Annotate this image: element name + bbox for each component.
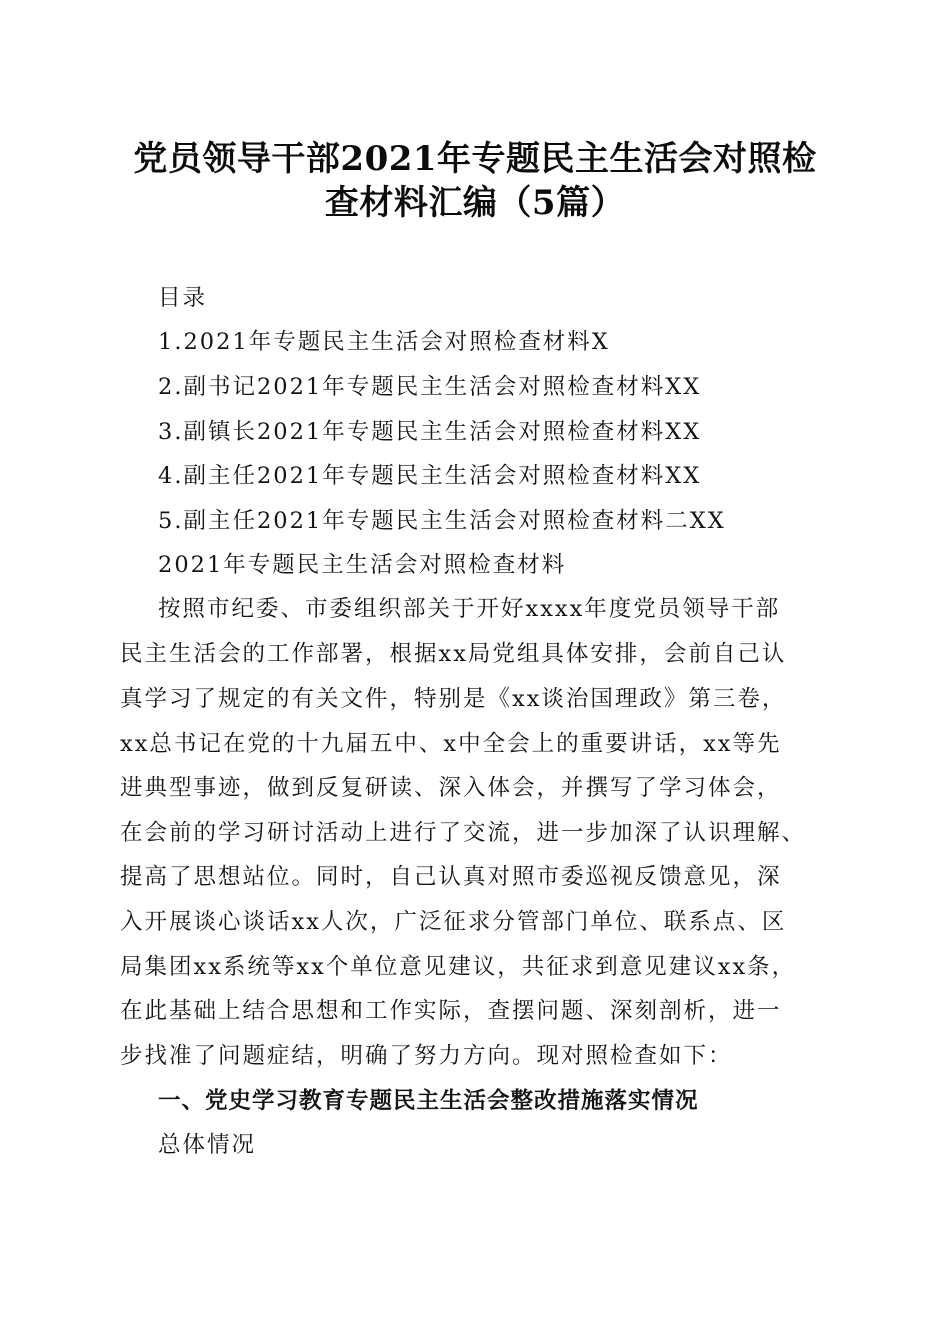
toc-item-3: 3.副镇长2021年专题民主生活会对照检查材料XX [158,419,702,445]
toc-item-5: 5.副主任2021年专题民主生活会对照检查材料二XX [158,508,726,534]
paragraph-line: 在此基础上结合思想和工作实际，查摆问题、深刻剖析，进一 [120,998,782,1024]
toc-item-4: 4.副主任2021年专题民主生活会对照检查材料XX [158,463,702,489]
toc-item-2: 2.副书记2021年专题民主生活会对照检查材料XX [158,374,702,400]
paragraph-line: 进典型事迹，做到反复研读、深入体会，并撰写了学习体会， [120,775,782,801]
paragraph-line: 入开展谈心谈话xx人次，广泛征求分管部门单位、联系点、区 [120,909,787,935]
section-heading-1: 一、党史学习教育专题民主生活会整改措施落实情况 [158,1088,699,1114]
document-title-line-1: 党员领导干部2021年专题民主生活会对照检 [133,139,817,179]
section-title: 2021年专题民主生活会对照检查材料 [158,552,567,578]
paragraph-line: 按照市纪委、市委组织部关于开好xxxx年度党员领导干部 [158,596,781,622]
paragraph-line: 真学习了规定的有关文件，特别是《xx谈治国理政》第三卷， [120,686,787,712]
paragraph-line: 在会前的学习研讨活动上进行了交流，进一步加深了认识理解、 [120,820,807,846]
toc-item-1: 1.2021年专题民主生活会对照检查材料X [158,329,610,355]
document-title-line-2: 查材料汇编（5篇） [324,183,626,223]
paragraph-line: xx总书记在党的十九届五中、x中全会上的重要讲话，xx等先 [120,731,782,757]
paragraph-line: 步找准了问题症结，明确了努力方向。现对照检查如下： [120,1043,733,1069]
paragraph-line: 提高了思想站位。同时，自己认真对照市委巡视反馈意见，深 [120,864,782,890]
subheading-overall: 总体情况 [158,1132,257,1158]
paragraph-line: 民主生活会的工作部署，根据xx局党组具体安排，会前自己认 [120,641,787,667]
paragraph-line: 局集团xx系统等xx个单位意见建议，共征求到意见建议xx条， [120,954,797,980]
toc-heading: 目录 [158,285,208,311]
